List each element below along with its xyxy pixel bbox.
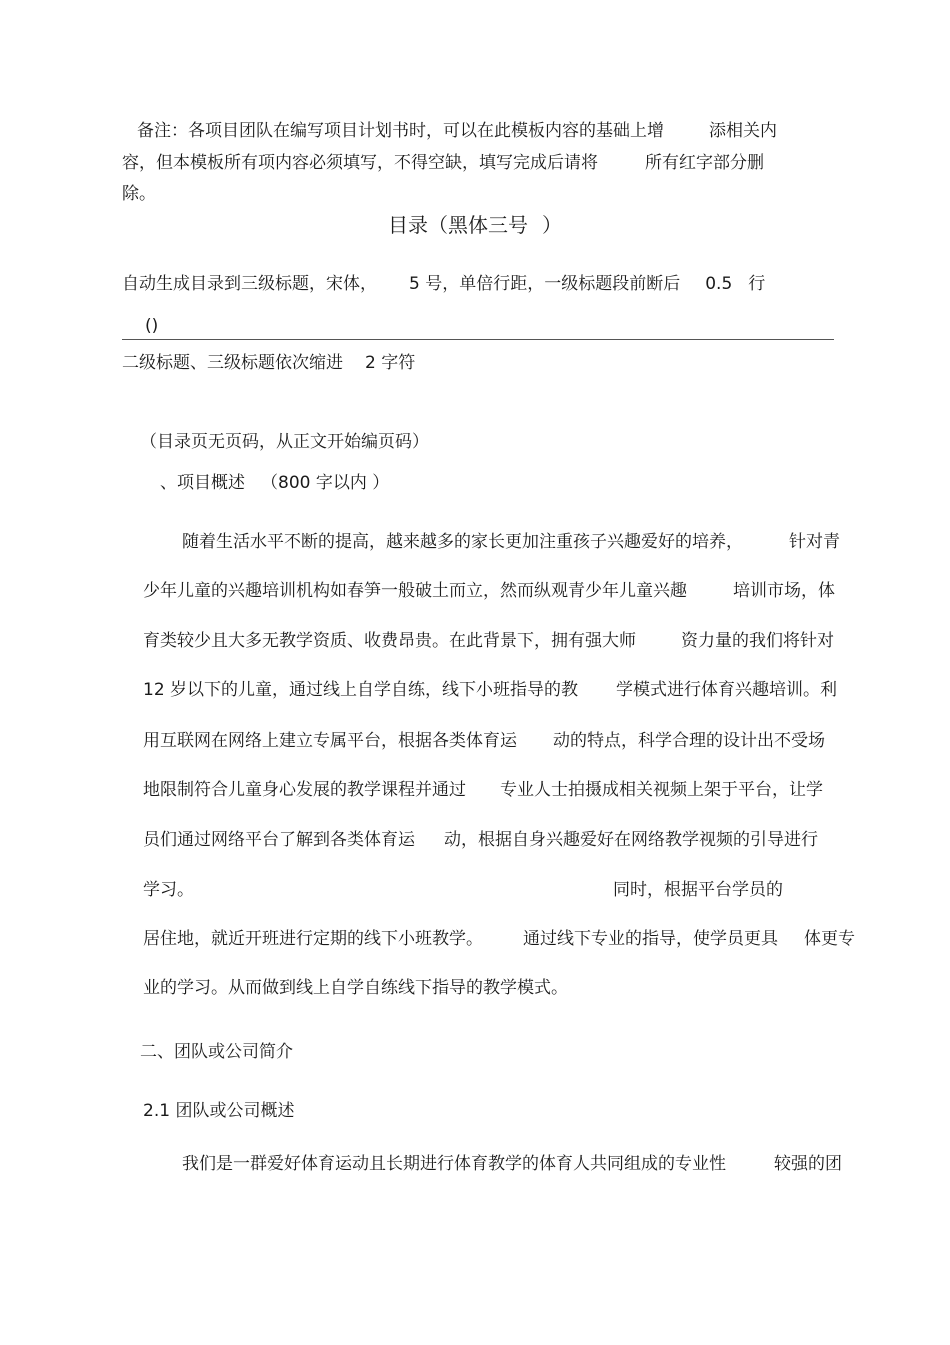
- note-line-1: 备注：各项目团队在编写项目计划书时，可以在此模板内容的基础上增 添相关内: [137, 121, 777, 141]
- body-line-7: 员们通过网络平台了解到各类体育运 动，根据自身兴趣爱好在网络教学视频的引导进行: [143, 830, 818, 850]
- toc-indent-note: 二级标题、三级标题依次缩进 2 字符: [122, 353, 416, 373]
- toc-title: 目录（黑体三号 ）: [388, 213, 562, 237]
- section2-1-paragraph: 我们是一群爱好体育运动且长期进行体育教学的体育人共同组成的专业性 较强的团: [182, 1154, 842, 1174]
- toc-paren: (): [145, 316, 159, 336]
- note-line-2: 容，但本模板所有项内容必须填写，不得空缺，填写完成后请将 所有红字部分删: [122, 153, 764, 173]
- body-line-1: 随着生活水平不断的提高，越来越多的家长更加注重孩子兴趣爱好的培养， 针对青: [182, 532, 840, 552]
- body-line-6: 地限制符合儿童身心发展的教学课程并通过 专业人士拍摄成相关视频上架于平台，让学: [143, 780, 823, 800]
- body-line-9: 居住地，就近开班进行定期的线下小班教学。 通过线下专业的指导，使学员更具 体更专: [143, 929, 855, 949]
- toc-divider: [122, 339, 834, 340]
- body-line-5: 用互联网在网络上建立专属平台，根据各类体育运 动的特点，科学合理的设计出不受场: [143, 731, 825, 751]
- section1-heading: 、项目概述 （800 字以内 ）: [160, 473, 390, 493]
- note-line-3: 除。: [122, 184, 156, 204]
- section2-1-heading: 2.1 团队或公司概述: [143, 1101, 295, 1121]
- section2-heading: 二、团队或公司简介: [140, 1042, 293, 1062]
- toc-instruction: 自动生成目录到三级标题，宋体， 5 号，单倍行距，一级标题段前断后 0.5 行: [122, 274, 766, 294]
- body-line-8: 学习。 同时，根据平台学员的: [143, 880, 783, 900]
- toc-page-note: （目录页无页码，从正文开始编页码）: [140, 432, 429, 452]
- body-line-10: 业的学习。从而做到线上自学自练线下指导的教学模式。: [143, 978, 568, 998]
- body-line-3: 育类较少且大多无教学资质、收费昂贵。在此背景下，拥有强大师 资力量的我们将针对: [143, 631, 834, 651]
- body-line-2: 少年儿童的兴趣培训机构如春笋一般破土而立，然而纵观青少年儿童兴趣 培训市场，体: [143, 581, 835, 601]
- body-line-4: 12 岁以下的儿童，通过线上自学自练，线下小班指导的教 学模式进行体育兴趣培训。利: [143, 680, 838, 700]
